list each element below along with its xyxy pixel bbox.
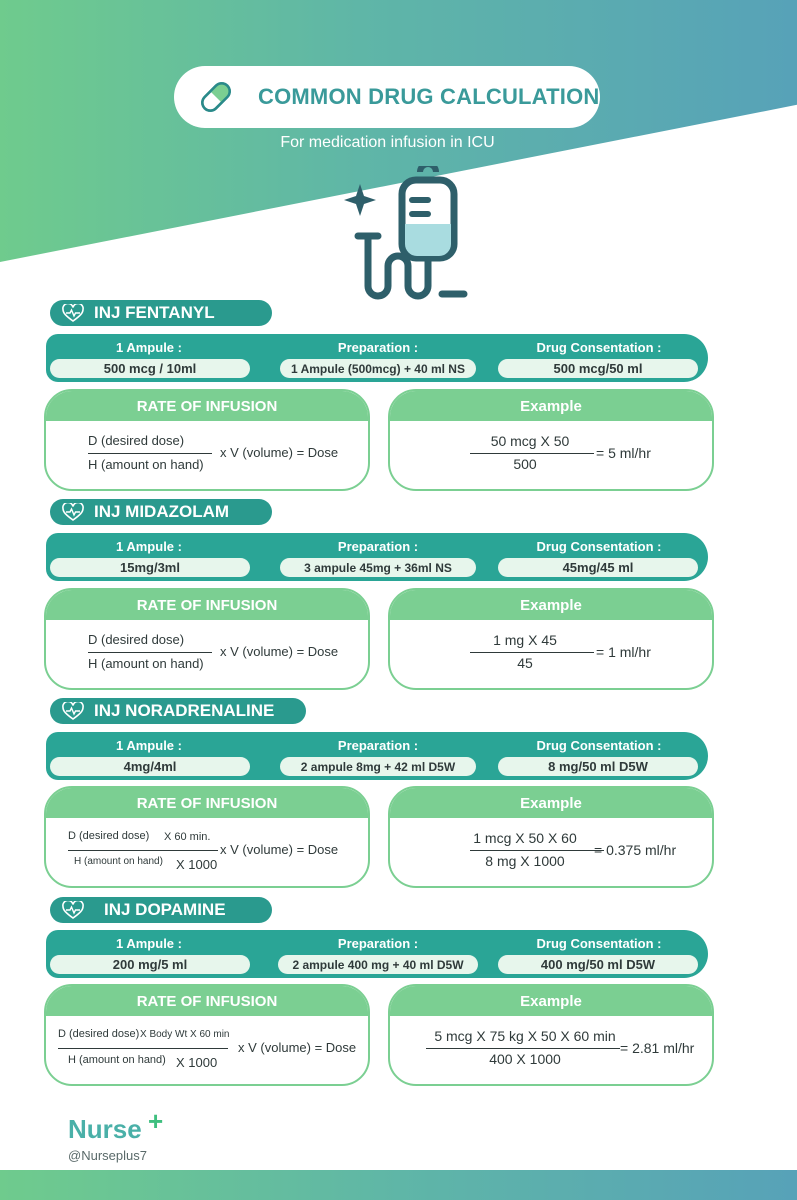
formula-numerator: D (desired dose): [88, 433, 185, 448]
ampule-label: 1 Ampule :: [116, 340, 182, 355]
rate-card: [44, 984, 370, 1086]
title-banner: [174, 66, 600, 128]
heartbeat-icon: [62, 901, 84, 919]
drug-name: INJ DOPAMINE: [104, 900, 226, 919]
fraction-bar: [88, 453, 212, 454]
concentration-label: Drug Consentation :: [536, 738, 662, 753]
fraction-bar: [470, 453, 594, 454]
preparation-value: 2 ampule 8mg + 42 ml D5W: [280, 757, 476, 776]
fraction-bar: [58, 1048, 228, 1049]
example-heading: Example: [390, 788, 712, 818]
capsule-icon: [196, 77, 236, 117]
heartbeat-icon: [62, 503, 84, 521]
heartbeat-icon: [62, 702, 84, 720]
footer-band: [0, 1170, 797, 1200]
example-result: = 2.81 ml/hr: [620, 1040, 695, 1056]
ampule-label: 1 Ampule :: [116, 539, 182, 554]
drug-name: INJ FENTANYL: [94, 303, 215, 322]
rate-card: [44, 786, 370, 888]
example-numerator: 50 mcg X 50: [490, 433, 570, 449]
example-result: = 5 ml/hr: [596, 445, 651, 461]
page-title: COMMON DRUG CALCULATION: [258, 84, 600, 109]
fraction-bar: [470, 850, 604, 851]
drug-title-tag: [50, 897, 272, 923]
example-result: = 1 ml/hr: [596, 644, 651, 660]
brand-handle: @Nurseplus7: [68, 1148, 147, 1163]
brand-plus: +: [148, 1106, 164, 1136]
fraction-bar: [426, 1048, 620, 1049]
preparation-label: Preparation :: [337, 340, 419, 355]
ampule-value: 15mg/3ml: [50, 558, 250, 577]
fraction-bar: [88, 652, 212, 653]
ampule-value: 200 mg/5 ml: [50, 955, 250, 974]
preparation-label: Preparation :: [337, 936, 419, 951]
formula-denominator: H (amount on hand): [74, 856, 163, 867]
formula-rest: x V (volume) = Dose: [220, 644, 339, 659]
rate-heading: RATE OF INFUSION: [46, 986, 368, 1016]
formula-denominator: H (amount on hand): [68, 1054, 166, 1066]
drug-info-bar: [46, 533, 708, 581]
formula-rest: x V (volume) = Dose: [220, 445, 339, 460]
drug-info-bar: [46, 732, 708, 780]
concentration-value: 400 mg/50 ml D5W: [498, 955, 698, 974]
drug-title-tag: [50, 499, 272, 525]
example-heading: Example: [390, 391, 712, 421]
formula-denominator-extra: X 1000: [176, 857, 218, 872]
formula-numerator: D (desired dose): [68, 830, 150, 842]
example-denominator: 400 X 1000: [489, 1051, 561, 1067]
example-denominator: 500: [513, 456, 537, 472]
example-numerator: 1 mcg X 50 X 60: [473, 830, 577, 846]
formula-numerator-extra: X 60 min.: [164, 831, 211, 843]
sparkle-icon: [344, 184, 376, 216]
drug-title-tag: [50, 300, 272, 326]
example-result: = 0.375 ml/hr: [594, 842, 677, 858]
example-card: [388, 984, 714, 1086]
concentration-value: 500 mcg/50 ml: [498, 359, 698, 378]
preparation-label: Preparation :: [337, 738, 419, 753]
concentration-value: 45mg/45 ml: [498, 558, 698, 577]
drug-info-bar: [46, 334, 708, 382]
concentration-label: Drug Consentation :: [536, 539, 662, 554]
page-subtitle: For medication infusion in ICU: [280, 134, 495, 151]
example-heading: Example: [390, 590, 712, 620]
formula-denominator-extra: X 1000: [176, 1055, 218, 1070]
ampule-label: 1 Ampule :: [116, 738, 182, 753]
fraction-bar: [68, 850, 218, 851]
concentration-label: Drug Consentation :: [536, 936, 662, 951]
brand-name: Nurse: [68, 1114, 142, 1144]
formula-rest: x V (volume) = Dose: [220, 842, 339, 857]
formula-numerator-extra: X Body Wt X 60 min: [140, 1029, 230, 1040]
drug-title-tag: [50, 698, 306, 724]
drug-name: INJ NORADRENALINE: [94, 701, 275, 720]
formula-denominator: H (amount on hand): [88, 457, 204, 472]
example-card: [388, 588, 714, 690]
example-numerator: 1 mg X 45: [493, 632, 557, 648]
preparation-value: 3 ampule 45mg + 36ml NS: [280, 558, 476, 577]
fraction-bar: [470, 652, 594, 653]
preparation-label: Preparation :: [337, 539, 419, 554]
rate-card: [44, 588, 370, 690]
ampule-label: 1 Ampule :: [116, 936, 182, 951]
preparation-value: 2 ampule 400 mg + 40 ml D5W: [278, 955, 478, 974]
rate-heading: RATE OF INFUSION: [46, 391, 368, 421]
example-denominator: 45: [517, 655, 533, 671]
rate-heading: RATE OF INFUSION: [46, 590, 368, 620]
ampule-value: 4mg/4ml: [50, 757, 250, 776]
rate-card: [44, 389, 370, 491]
ampule-value: 500 mcg / 10ml: [50, 359, 250, 378]
concentration-value: 8 mg/50 ml D5W: [498, 757, 698, 776]
formula-denominator: H (amount on hand): [88, 656, 204, 671]
drug-info-bar: [46, 930, 708, 978]
formula-numerator: D (desired dose): [58, 1028, 140, 1040]
formula-rest: x V (volume) = Dose: [238, 1040, 357, 1055]
heartbeat-icon: [62, 304, 84, 322]
drug-name: INJ MIDAZOLAM: [94, 502, 230, 521]
example-card: [388, 389, 714, 491]
example-card: [388, 786, 714, 888]
concentration-label: Drug Consentation :: [536, 340, 662, 355]
example-denominator: 8 mg X 1000: [485, 853, 565, 869]
example-heading: Example: [390, 986, 712, 1016]
iv-bag-icon: [336, 166, 476, 306]
brand-logo: [68, 1106, 164, 1163]
preparation-value: 1 Ampule (500mcg) + 40 ml NS: [280, 359, 476, 378]
formula-numerator: D (desired dose): [88, 632, 185, 647]
example-numerator: 5 mcg X 75 kg X 50 X 60 min: [434, 1028, 616, 1044]
rate-heading: RATE OF INFUSION: [46, 788, 368, 818]
